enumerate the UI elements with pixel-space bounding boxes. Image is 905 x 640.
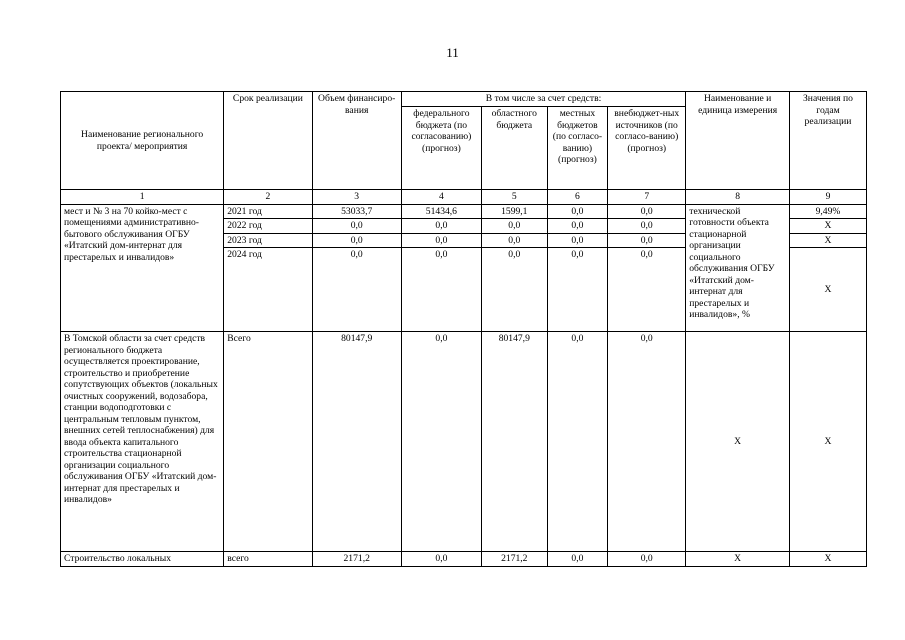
project-name-cell: Строительство локальных — [61, 552, 224, 567]
indicator-cell: X — [686, 332, 790, 552]
column-number: 8 — [686, 190, 790, 205]
extra-cell: 0,0 — [608, 204, 686, 219]
local-cell: 0,0 — [547, 248, 608, 332]
header-total-volume: Объем финансиро-вания — [312, 92, 401, 190]
extra-cell: 0,0 — [608, 219, 686, 234]
federal-cell: 0,0 — [401, 552, 481, 567]
period-cell: 2023 год — [224, 233, 312, 248]
extra-cell: 0,0 — [608, 248, 686, 332]
local-cell: 0,0 — [547, 552, 608, 567]
period-cell: Всего — [224, 332, 312, 552]
column-numbers-row — [61, 190, 867, 205]
project-name-cell: мест и № 3 на 70 койко-мест с помещениями административно-бытового обслуживания ОГБУ «Итатский дом-интернат для престарелых и инвалидов» — [61, 204, 224, 332]
total-cell: 80147,9 — [312, 332, 401, 552]
federal-cell: 0,0 — [401, 233, 481, 248]
extra-cell: 0,0 — [608, 332, 686, 552]
local-cell: 0,0 — [547, 233, 608, 248]
federal-cell: 0,0 — [401, 248, 481, 332]
regional-cell: 0,0 — [481, 248, 547, 332]
column-number: 3 — [312, 190, 401, 205]
local-cell: 0,0 — [547, 204, 608, 219]
header-local: местных бюджетов (по согласо-ванию) (прогноз) — [547, 107, 608, 190]
extra-cell: 0,0 — [608, 552, 686, 567]
total-cell: 53033,7 — [312, 204, 401, 219]
local-cell: 0,0 — [547, 219, 608, 234]
project-name-cell: В Томской области за счет средств регионального бюджета осуществляется проектирование, строительство и приобретение сопутствующих объектов (локальных очистных сооружений, водозабора, станции водоподготовки с центральным тепловым пунктом, внешних сетей теплоснабжения) для ввода объекта капитального строительства стационарной организации социального обслуживания ОГБУ «Итатский дом-интернат для престарелых и инвалидов» — [61, 332, 224, 552]
local-cell: 0,0 — [547, 332, 608, 552]
indicator-cell: технической готовности объекта стационарной организации социального обслуживания ОГБУ «Итатский дом-интернат для престарелых и инвалидов», % — [686, 204, 790, 332]
header-funding-group: В том числе за счет средств: — [401, 92, 685, 107]
table-row — [61, 204, 867, 219]
column-number: 7 — [608, 190, 686, 205]
federal-cell: 0,0 — [401, 332, 481, 552]
column-number: 2 — [224, 190, 312, 205]
value-cell: X — [789, 219, 866, 234]
budget-table — [60, 91, 867, 567]
column-number: 4 — [401, 190, 481, 205]
table-row — [61, 332, 867, 552]
header-row-1 — [61, 92, 867, 107]
column-number: 6 — [547, 190, 608, 205]
period-cell: 2024 год — [224, 248, 312, 332]
header-extrabudget: внебюджет-ных источников (по согласо-ванию) (прогноз) — [608, 107, 686, 190]
column-number: 9 — [789, 190, 866, 205]
value-cell: X — [789, 552, 866, 567]
period-cell: 2022 год — [224, 219, 312, 234]
regional-cell: 2171,2 — [481, 552, 547, 567]
total-cell: 0,0 — [312, 233, 401, 248]
column-number: 1 — [61, 190, 224, 205]
header-federal: федерального бюджета (по согласованию) (прогноз) — [401, 107, 481, 190]
value-cell: 9,49% — [789, 204, 866, 219]
regional-cell: 0,0 — [481, 219, 547, 234]
page-number: 11 — [446, 45, 459, 60]
regional-cell: 1599,1 — [481, 204, 547, 219]
value-cell: X — [789, 248, 866, 332]
total-cell: 2171,2 — [312, 552, 401, 567]
total-cell: 0,0 — [312, 248, 401, 332]
header-indicator-name: Наименование и единица измерения — [686, 92, 790, 190]
period-cell: 2021 год — [224, 204, 312, 219]
header-project-name: Наименование регионального проекта/ мероприятия — [61, 92, 224, 190]
total-cell: 0,0 — [312, 219, 401, 234]
column-number: 5 — [481, 190, 547, 205]
regional-cell: 0,0 — [481, 233, 547, 248]
value-cell: X — [789, 332, 866, 552]
regional-cell: 80147,9 — [481, 332, 547, 552]
header-regional: областного бюджета — [481, 107, 547, 190]
federal-cell: 0,0 — [401, 219, 481, 234]
header-period: Срок реализации — [224, 92, 312, 190]
period-cell: всего — [224, 552, 312, 567]
table-row — [61, 552, 867, 567]
indicator-cell: X — [686, 552, 790, 567]
extra-cell: 0,0 — [608, 233, 686, 248]
value-cell: X — [789, 233, 866, 248]
header-indicator-values: Значения по годам реализации — [789, 92, 866, 190]
federal-cell: 51434,6 — [401, 204, 481, 219]
